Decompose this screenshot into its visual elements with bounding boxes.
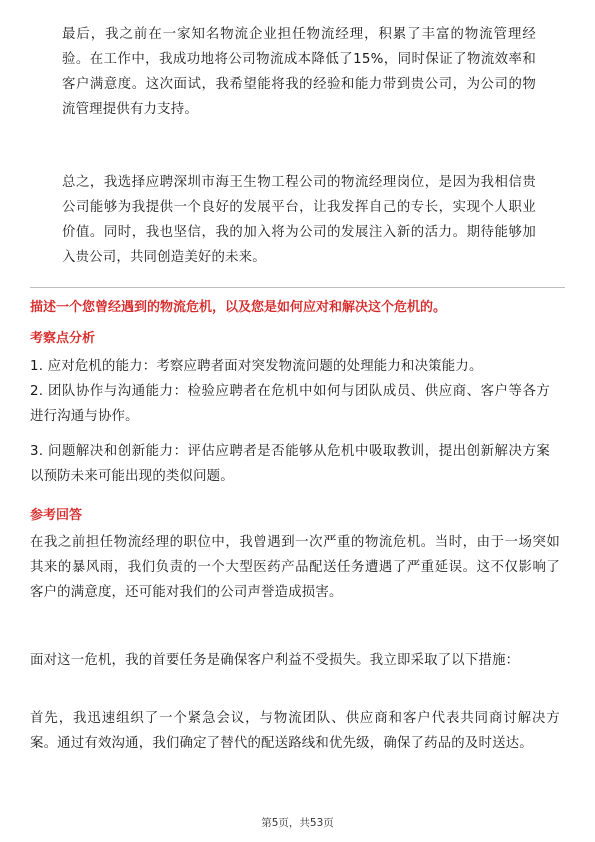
page-number: 第5页，共53页 (261, 817, 334, 829)
analysis-item-1: 1. 应对危机的能力：考察应聘者面对突发物流问题的处理能力和决策能力。 (30, 359, 483, 374)
answer-paragraph-1: 在我之前担任物流经理的职位中，我曾遇到一次严重的物流危机。当时，由于一场突如其来的暴风雨，我们负责的一个大型医药产品配送任务遭遇了严重延误。这不仅影响了客户的满意度，还可能对我们的公司声誉造成损害。 (30, 535, 560, 600)
answer-paragraph-3: 首先，我迅速组织了一个紧急会议，与物流团队、供应商和客户代表共同商讨解决方案。通过有效沟通，我们确定了替代的配送路线和优先级，确保了药品的及时送达。 (30, 711, 560, 751)
answer-paragraph-2: 面对这一危机，我的首要任务是确保客户利益不受损失。我立即采取了以下措施： (30, 653, 520, 668)
answer-title: 参考回答 (30, 508, 83, 523)
analysis-item-2: 2. 团队协作与沟通能力：检验应聘者在危机中如何与团队成员、供应商、客户等各方进行沟通与协作。 (30, 384, 550, 424)
analysis-item-3: 3. 问题解决和创新能力：评估应聘者是否能够从危机中吸取教训，提出创新解决方案以预防未来可能出现的类似问题。 (30, 444, 550, 484)
paragraph-experience: 最后，我之前在一家知名物流企业担任物流经理，积累了丰富的物流管理经验。在工作中，我成功地将公司物流成本降低了15%，同时保证了物流效率和客户满意度。这次面试，我希望能将我的经验和能力带到贵公司，为公司的物流管理提供有力支持。 (62, 27, 536, 117)
section-divider (30, 287, 565, 288)
interview-question: 描述一个您曾经遇到的物流危机，以及您是如何应对和解决这个危机的。 (30, 300, 447, 315)
analysis-title: 考察点分析 (30, 331, 96, 346)
paragraph-conclusion: 总之，我选择应聘深圳市海王生物工程公司的物流经理岗位，是因为我相信贵公司能够为我提供一个良好的发展平台，让我发挥自己的专长，实现个人职业价值。同时，我也坚信，我的加入将为公司的发展注入新的活力。期待能够加入贵公司，共同创造美好的未来。 (62, 175, 536, 265)
